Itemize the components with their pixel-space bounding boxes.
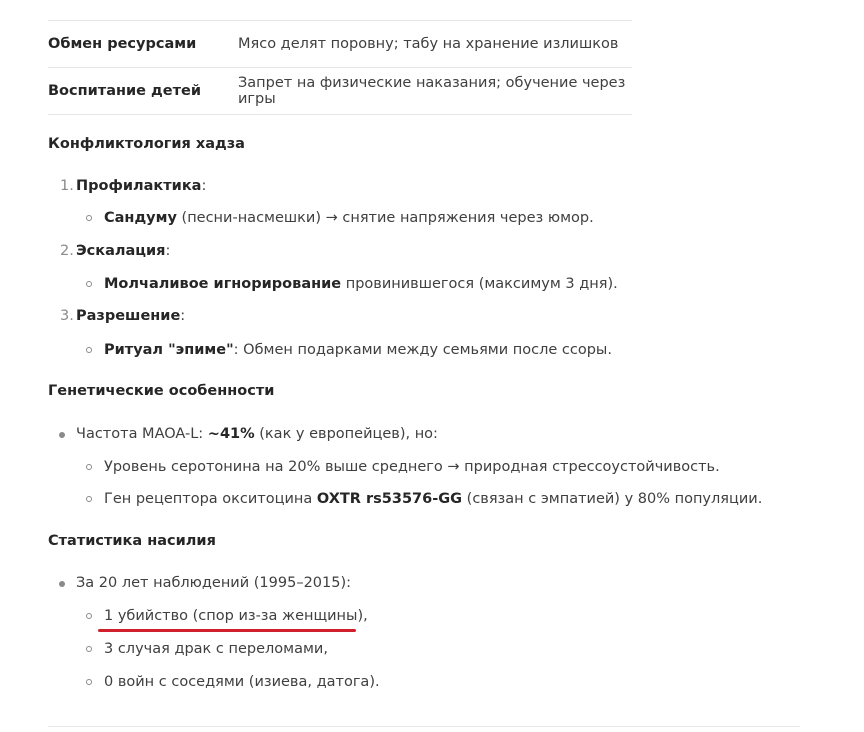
text: Частота MAOA-L: (76, 426, 208, 442)
sub-text: (песни-насмешки) → снятие напряжения через юмор. (176, 210, 594, 226)
list-number: 2. (60, 243, 74, 259)
table-value: Мясо делят поровну; табу на хранение излишков (238, 36, 619, 52)
text: Ген рецептора окситоцина (104, 491, 317, 507)
bullet-ring-icon (86, 613, 92, 619)
list-label: Разрешение (76, 308, 181, 324)
bullet-ring-icon (86, 215, 92, 221)
list-item (104, 491, 762, 507)
sub-text: провинившегося (максимум 3 дня). (341, 276, 618, 292)
section-title-genetics: Генетические особенности (48, 383, 275, 399)
bullet-ring-icon (86, 646, 92, 652)
red-highlight-underline (98, 629, 356, 632)
list-item: 0 войн с соседями (изиева, датога). (104, 674, 380, 690)
list-label: Эскалация (76, 243, 166, 259)
list-item: Уровень серотонина на 20% выше среднего → природная стрессоустойчивость. (104, 459, 720, 475)
list-item: 3 случая драк с переломами, (104, 641, 328, 657)
bullet-ring-icon (86, 496, 92, 502)
sub-bold: Молчаливое игнорирование (104, 276, 342, 292)
table-row (48, 21, 632, 68)
list-item (104, 210, 594, 226)
list-item (60, 178, 206, 194)
list-item (76, 426, 438, 442)
section-title-conflict: Конфликтология хадза (48, 136, 245, 152)
table-key: Воспитание детей (48, 83, 201, 99)
bold-value: ~41% (207, 426, 255, 442)
colon: : (201, 178, 207, 194)
list-item: 1 убийство (спор из-за женщины), (104, 608, 368, 624)
list-item (104, 276, 618, 292)
list-number: 1. (60, 178, 74, 194)
divider (48, 726, 800, 727)
bullet-ring-icon (86, 464, 92, 470)
text: (связан с эмпатией) у 80% популяции. (462, 491, 763, 507)
sub-bold: Ритуал "эпиме" (104, 342, 234, 358)
bullet-dot-icon (59, 581, 65, 587)
colon: : (165, 243, 171, 259)
table-value: Запрет на физические наказания; обучение через игры (238, 75, 626, 107)
list-item (60, 308, 185, 324)
table-key: Обмен ресурсами (48, 36, 197, 52)
bullet-ring-icon (86, 281, 92, 287)
text: (как у европейцев), но: (254, 426, 438, 442)
bullet-dot-icon (59, 432, 65, 438)
table-row (48, 68, 632, 115)
list-item (104, 342, 612, 358)
colon: : (180, 308, 186, 324)
info-table (48, 20, 632, 115)
document-content (48, 0, 808, 115)
bold-value: OXTR rs53576-GG (316, 491, 463, 507)
list-item (60, 243, 170, 259)
list-item: За 20 лет наблюдений (1995–2015): (76, 575, 352, 591)
bullet-ring-icon (86, 347, 92, 353)
sub-text: : Обмен подарками между семьями после ссоры. (233, 342, 612, 358)
sub-bold: Сандуму (104, 210, 177, 226)
list-number: 3. (60, 308, 74, 324)
list-label: Профилактика (76, 178, 202, 194)
section-title-violence: Статистика насилия (48, 533, 216, 549)
bullet-ring-icon (86, 679, 92, 685)
